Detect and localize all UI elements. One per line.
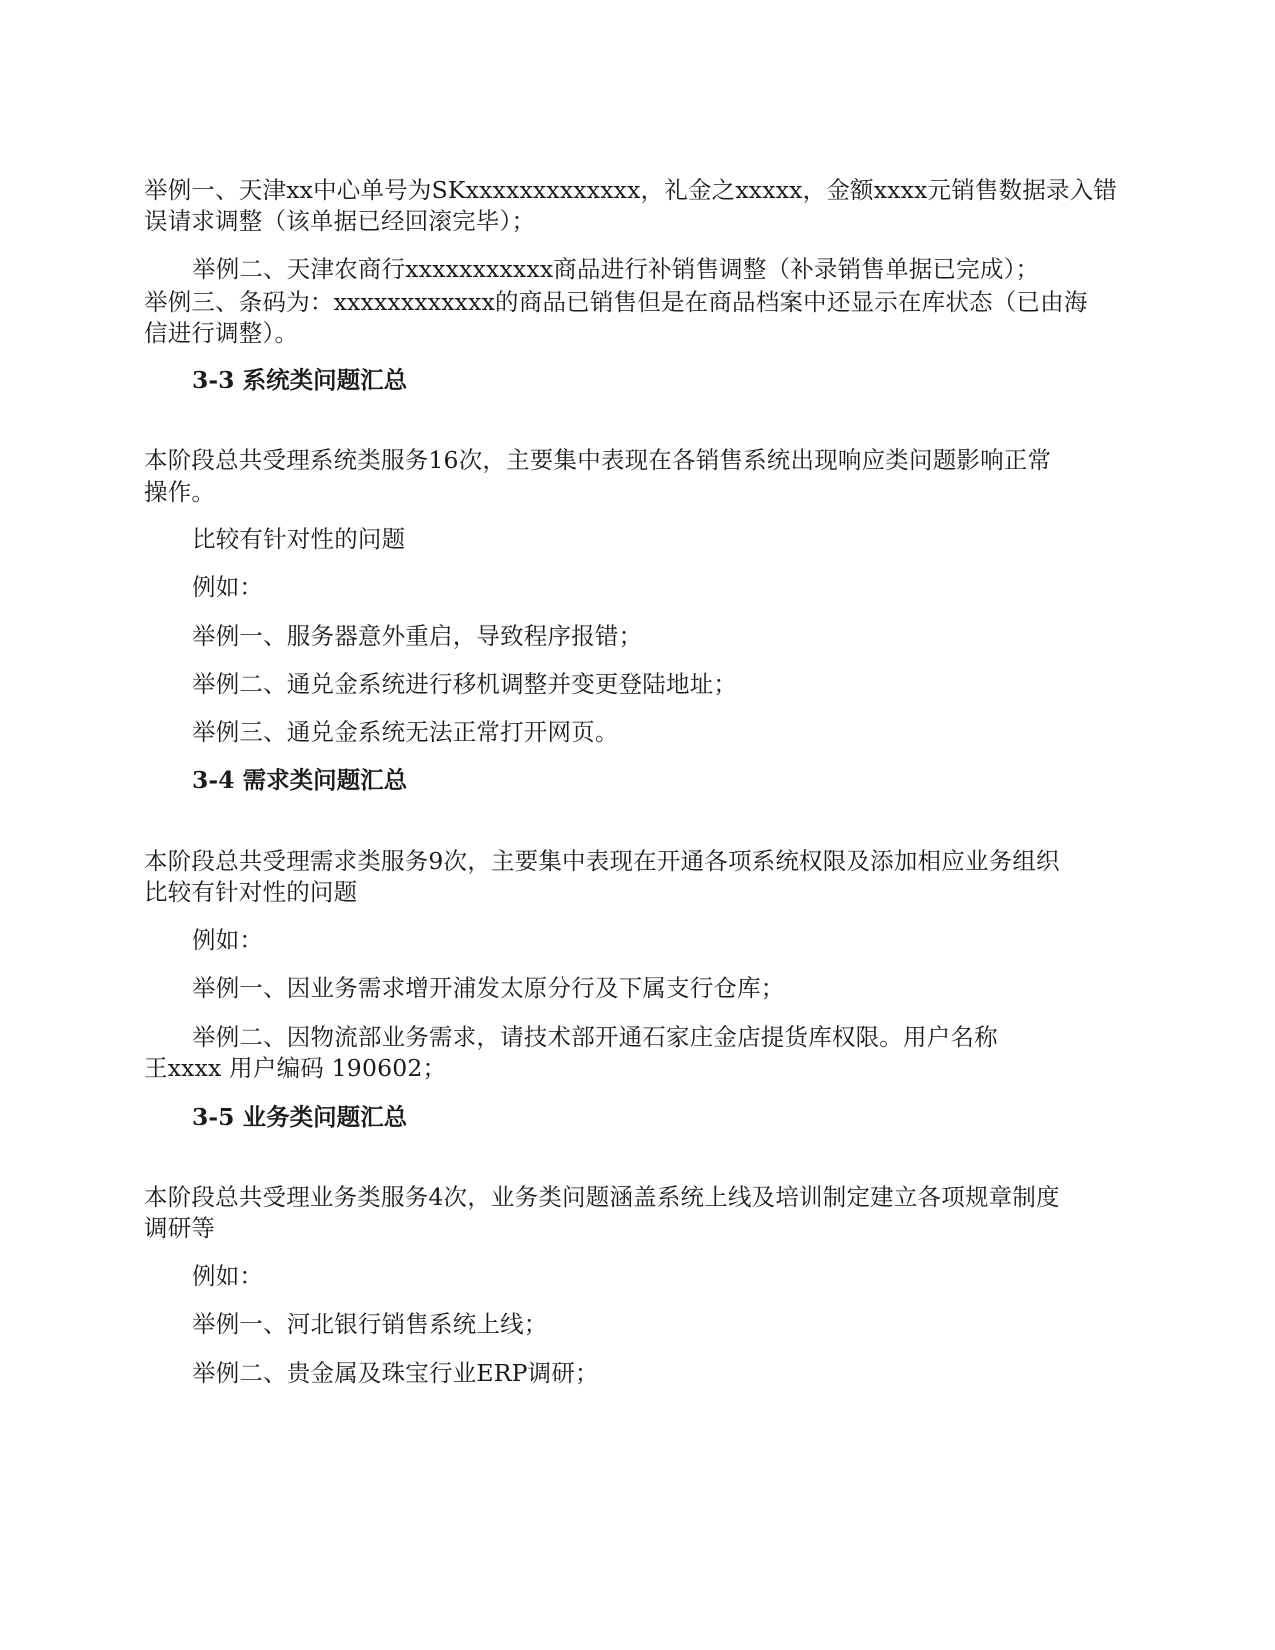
example-1-line-2: 误请求调整（该单据已经回滚完毕）； xyxy=(144,207,536,235)
section-3-3-targeted: 比较有针对性的问题 xyxy=(192,525,406,553)
example-3-line-2: 信进行调整）。 xyxy=(144,319,299,347)
section-3-5-example-label: 例如： xyxy=(192,1262,264,1290)
section-3-4-example-1: 举例一、因业务需求增开浦发太原分行及下属支行仓库； xyxy=(192,974,785,1002)
section-3-3-intro-line-2: 操作。 xyxy=(144,478,216,506)
section-3-5-intro-line-1: 本阶段总共受理业务类服务4次，业务类问题涵盖系统上线及培训制定建立各项规章制度 xyxy=(144,1183,1060,1211)
section-3-3-intro-line-1: 本阶段总共受理系统类服务16次，主要集中表现在各销售系统出现响应类问题影响正常 xyxy=(144,446,1052,474)
section-3-4-example-label: 例如： xyxy=(192,926,264,954)
example-2-line-1: 举例二、天津农商行xxxxxxxxxxx商品进行补销售调整（补录销售单据已完成）； xyxy=(192,255,1040,283)
section-3-5-example-2: 举例二、贵金属及珠宝行业ERP调研； xyxy=(192,1359,599,1387)
section-3-4-intro-line-1: 本阶段总共受理需求类服务9次，主要集中表现在开通各项系统权限及添加相应业务组织 xyxy=(144,847,1060,875)
section-3-3-example-1: 举例一、服务器意外重启，导致程序报错； xyxy=(192,622,643,650)
section-3-4-example-2-line-2: 王xxxx 用户编码 190602； xyxy=(144,1054,447,1082)
section-heading-3-5: 3-5 业务类问题汇总 xyxy=(192,1103,408,1131)
section-3-5-example-1: 举例一、河北银行销售系统上线； xyxy=(192,1310,548,1338)
section-3-3-example-label: 例如： xyxy=(192,573,264,601)
example-1-line-1: 举例一、天津xx中心单号为SKxxxxxxxxxxxxx，礼金之xxxxx，金额xxxx元销售数据录入错 xyxy=(144,176,1118,204)
example-3-line-1: 举例三、条码为：xxxxxxxxxxxx的商品已销售但是在商品档案中还显示在库状态（已由海 xyxy=(144,288,1088,316)
section-3-3-example-2: 举例二、通兑金系统进行移机调整并变更登陆地址； xyxy=(192,670,738,698)
section-3-3-example-3: 举例三、通兑金系统无法正常打开网页。 xyxy=(192,718,619,746)
section-heading-3-4: 3-4 需求类问题汇总 xyxy=(192,766,408,794)
section-3-4-intro-line-2: 比较有针对性的问题 xyxy=(144,878,358,906)
section-3-5-intro-line-2: 调研等 xyxy=(144,1214,216,1242)
section-heading-3-3: 3-3 系统类问题汇总 xyxy=(192,366,408,394)
section-3-4-example-2-line-1: 举例二、因物流部业务需求，请技术部开通石家庄金店提货库权限。用户名称 xyxy=(192,1023,998,1051)
